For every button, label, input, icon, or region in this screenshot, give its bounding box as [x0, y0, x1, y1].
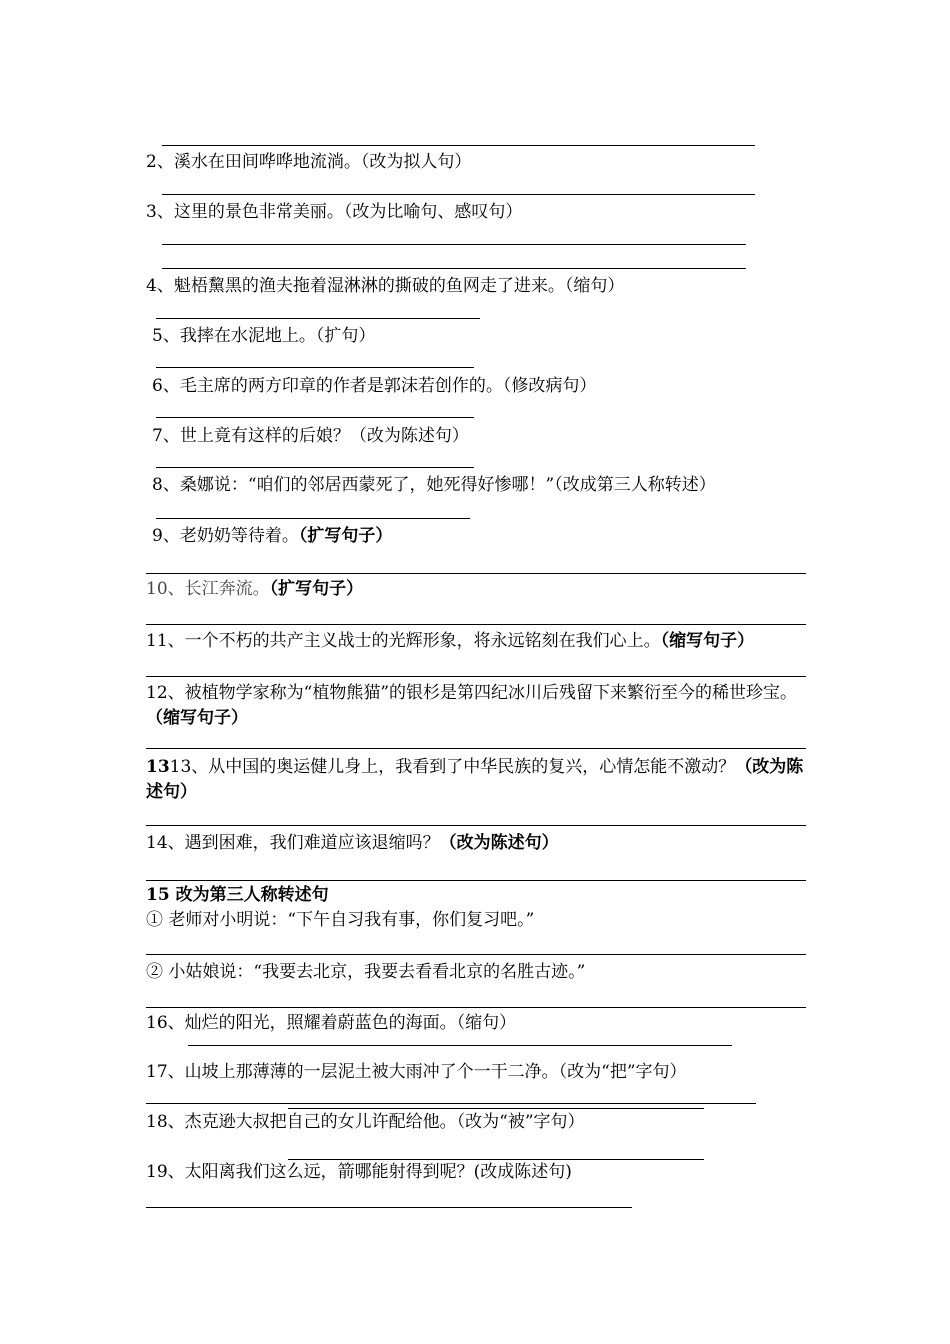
answer-line[interactable]	[146, 1207, 632, 1208]
answer-line[interactable]	[156, 318, 480, 319]
question-text: 11、一个不朽的共产主义战士的光辉形象，将永远铭刻在我们心上。	[146, 631, 661, 651]
question-number: 13	[146, 757, 170, 777]
question-15-item-1: ① 老师对小明说：“下午自习我有事，你们复习吧。”	[146, 910, 535, 930]
question-7: 7、世上竟有这样的后娘？（改为陈述句）	[152, 426, 469, 446]
answer-line[interactable]	[146, 1007, 806, 1008]
question-9	[152, 524, 392, 548]
question-5: 5、我摔在水泥地上。（扩句）	[152, 326, 376, 346]
question-task: （缩写句子）	[146, 708, 248, 728]
question-14	[146, 831, 559, 855]
question-task: （缩写句子）	[660, 631, 755, 651]
question-text: 14、遇到困难，我们难道应该退缩吗？	[146, 833, 440, 853]
question-12	[146, 681, 808, 731]
answer-line[interactable]	[146, 954, 806, 955]
question-8: 8、桑娜说：“咱们的邻居西蒙死了，她死得好惨哪！”（改成第三人称转述）	[152, 475, 716, 495]
answer-line[interactable]	[162, 268, 746, 269]
answer-line[interactable]	[288, 1108, 704, 1109]
question-15-heading: 15 改为第三人称转述句	[146, 885, 329, 905]
question-3: 3、这里的景色非常美丽。（改为比喻句、感叹句）	[146, 202, 523, 222]
question-2: 2、溪水在田间哗哗地流淌。（改为拟人句）	[146, 152, 472, 172]
answer-line[interactable]	[156, 467, 474, 468]
answer-line[interactable]	[156, 417, 474, 418]
question-19: 19、太阳离我们这么远，箭哪能射得到呢？(改成陈述句)	[146, 1162, 572, 1182]
question-4: 4、魁梧黧黑的渔夫拖着湿淋淋的撕破的鱼网走了进来。（缩句）	[146, 276, 625, 296]
answer-line[interactable]	[188, 1045, 732, 1046]
question-18: 18、杰克逊大叔把自己的女儿许配给他。（改为“被”字句）	[146, 1112, 585, 1132]
answer-line[interactable]	[146, 624, 806, 625]
question-6: 6、毛主席的两方印章的作者是郭沫若创作的。（修改病句）	[152, 376, 597, 396]
answer-line[interactable]	[156, 367, 474, 368]
question-11	[146, 629, 754, 653]
answer-line[interactable]	[162, 145, 755, 146]
answer-line[interactable]	[156, 518, 470, 519]
question-task: （扩写句子）	[298, 526, 393, 546]
question-task: （扩写句子）	[269, 579, 364, 599]
answer-line[interactable]	[146, 825, 806, 826]
answer-line[interactable]	[162, 194, 755, 195]
question-16: 16、灿烂的阳光，照耀着蔚蓝色的海面。（缩句）	[146, 1013, 517, 1033]
question-task: （改为陈述句）	[146, 757, 804, 802]
answer-line[interactable]	[146, 1103, 756, 1104]
answer-line[interactable]	[162, 244, 746, 245]
question-task: （改为陈述句）	[439, 833, 559, 853]
question-text: 9、老奶奶等待着。	[152, 526, 299, 546]
question-text: 10、长江奔流。	[146, 579, 270, 599]
question-15-item-2: ② 小姑娘说：“我要去北京，我要去看看北京的名胜古迹。”	[146, 962, 586, 982]
question-text: 13、从中国的奥运健儿身上，我看到了中华民族的复兴，心情怎能不激动？	[169, 757, 736, 777]
answer-line[interactable]	[146, 748, 806, 749]
answer-line[interactable]	[146, 880, 806, 881]
question-17: 17、山坡上那薄薄的一层泥土被大雨冲了个一干二净。（改为“把”字句）	[146, 1062, 687, 1082]
question-text: 12、被植物学家称为“植物熊猫”的银杉是第四纪冰川后残留下来繁衍至今的稀世珍宝。	[146, 683, 798, 703]
question-10	[146, 577, 363, 601]
answer-line[interactable]	[146, 676, 806, 677]
question-13	[146, 755, 808, 805]
answer-line[interactable]	[146, 573, 806, 574]
